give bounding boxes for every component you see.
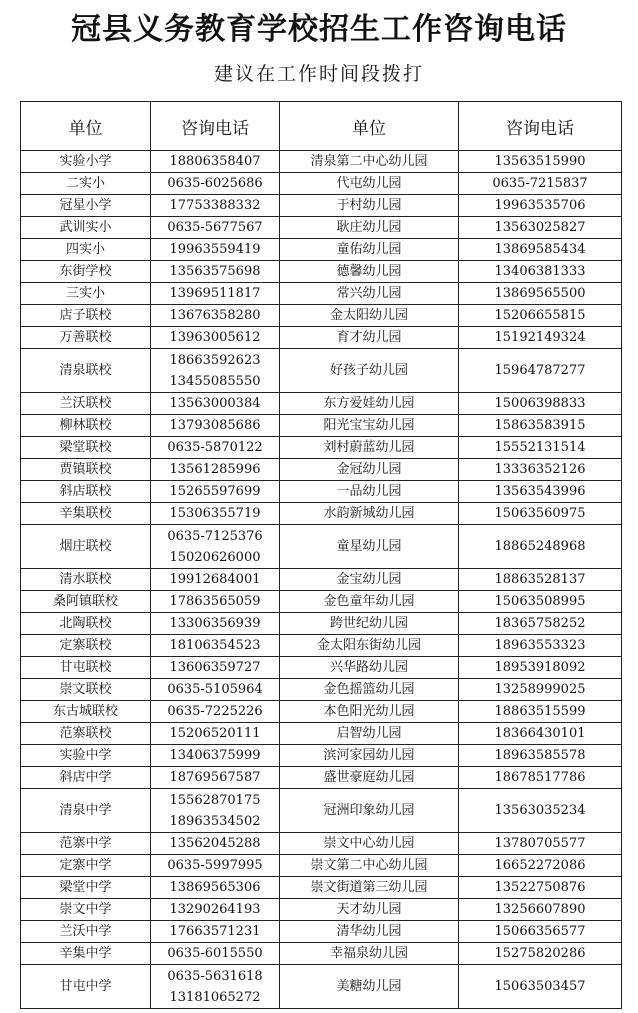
unit-name-cell: 桑阿镇联校 <box>21 591 151 613</box>
unit-name-cell: 定寨联校 <box>21 635 151 657</box>
phone-cell <box>151 305 280 327</box>
unit-name-cell: 阳光宝宝幼儿园 <box>280 415 459 437</box>
unit-name-cell: 范寨中学 <box>21 833 151 855</box>
phone-cell: 13869565500 <box>459 283 622 305</box>
table-row <box>21 877 622 899</box>
phone-cell <box>151 195 280 217</box>
unit-name-cell: 二实小 <box>21 173 151 195</box>
phone-cell: 15552131514 <box>459 437 622 459</box>
unit-name-cell: 辛集联校 <box>21 503 151 525</box>
unit-name-cell: 兰沃联校 <box>21 393 151 415</box>
unit-name-cell: 三实小 <box>21 283 151 305</box>
table-row <box>21 217 622 239</box>
unit-name-cell: 金色童年幼儿园 <box>280 591 459 613</box>
phone-cell: 15063508995 <box>459 591 622 613</box>
table-row <box>21 437 622 459</box>
table-row <box>21 723 622 745</box>
table-row <box>21 305 622 327</box>
phone-cell: 18953918092 <box>459 657 622 679</box>
phone-number: 19912684001 <box>169 572 261 587</box>
unit-name-cell: 滨河家园幼儿园 <box>280 745 459 767</box>
unit-name-cell: 东方爱娃幼儿园 <box>280 393 459 415</box>
phone-cell <box>151 679 280 701</box>
phone-number: 13290264193 <box>169 902 261 917</box>
unit-name-cell: 崇文街道第三幼儿园 <box>280 877 459 899</box>
phone-cell <box>151 767 280 789</box>
phone-cell: 18963585578 <box>459 745 622 767</box>
unit-name-cell: 耿庄幼儿园 <box>280 217 459 239</box>
phone-cell <box>151 855 280 877</box>
unit-name-cell: 金宝幼儿园 <box>280 569 459 591</box>
table-row <box>21 657 622 679</box>
table-row <box>21 965 622 1009</box>
unit-name-cell: 斜店联校 <box>21 481 151 503</box>
phone-cell: 0635-7215837 <box>459 173 622 195</box>
phone-number: 17863565059 <box>169 594 261 609</box>
phone-cell <box>151 525 280 569</box>
phone-cell: 15063560975 <box>459 503 622 525</box>
unit-name-cell: 童佑幼儿园 <box>280 239 459 261</box>
phone-cell <box>151 569 280 591</box>
unit-name-cell: 清水联校 <box>21 569 151 591</box>
phone-cell: 18863528137 <box>459 569 622 591</box>
unit-name-cell: 金太阳幼儿园 <box>280 305 459 327</box>
contact-table <box>20 101 622 1009</box>
table-row <box>21 789 622 833</box>
table-row <box>21 569 622 591</box>
phone-number: 0635-5105964 <box>167 682 263 697</box>
phone-number: 15020626000 <box>169 549 261 565</box>
phone-cell <box>151 459 280 481</box>
phone-cell: 15006398833 <box>459 393 622 415</box>
phone-number: 17753388332 <box>169 198 261 213</box>
phone-number: 18663592623 <box>169 352 261 368</box>
phone-cell: 13256607890 <box>459 899 622 921</box>
table-row <box>21 679 622 701</box>
unit-name-cell: 代屯幼儿园 <box>280 173 459 195</box>
unit-name-cell: 烟庄联校 <box>21 525 151 569</box>
table-row <box>21 833 622 855</box>
table-row <box>21 481 622 503</box>
phone-cell: 13336352126 <box>459 459 622 481</box>
phone-cell <box>151 635 280 657</box>
table-row <box>21 261 622 283</box>
phone-cell: 15066356577 <box>459 921 622 943</box>
phone-cell: 19963535706 <box>459 195 622 217</box>
phone-cell: 13406381333 <box>459 261 622 283</box>
phone-cell: 18365758252 <box>459 613 622 635</box>
phone-cell <box>151 965 280 1009</box>
phone-cell <box>151 745 280 767</box>
unit-name-cell: 美糖幼儿园 <box>280 965 459 1009</box>
phone-cell <box>151 349 280 393</box>
phone-number: 13563575698 <box>169 264 261 279</box>
unit-name-cell: 崇文中学 <box>21 899 151 921</box>
table-row <box>21 701 622 723</box>
phone-cell <box>151 723 280 745</box>
table-row <box>21 745 622 767</box>
unit-name-cell: 幸福泉幼儿园 <box>280 943 459 965</box>
phone-number: 13869565306 <box>169 880 261 895</box>
unit-name-cell: 东古城联校 <box>21 701 151 723</box>
unit-name-cell: 水韵新城幼儿园 <box>280 503 459 525</box>
phone-number: 18106354523 <box>169 638 261 653</box>
phone-number: 13676358280 <box>169 308 261 323</box>
unit-name-cell: 万善联校 <box>21 327 151 349</box>
phone-number: 18963534502 <box>169 813 261 829</box>
phone-number: 15265597699 <box>169 484 261 499</box>
table-row <box>21 349 622 393</box>
table-row <box>21 327 622 349</box>
phone-cell <box>151 789 280 833</box>
phone-number: 18769567587 <box>169 770 261 785</box>
unit-name-cell: 定寨中学 <box>21 855 151 877</box>
phone-number: 13562045288 <box>169 836 261 851</box>
table-header-row <box>21 102 622 151</box>
unit-name-cell: 冠洲印象幼儿园 <box>280 789 459 833</box>
phone-cell <box>151 151 280 173</box>
table-row <box>21 525 622 569</box>
table-row <box>21 591 622 613</box>
table-row <box>21 195 622 217</box>
table-row <box>21 393 622 415</box>
unit-name-cell: 崇文第二中心幼儿园 <box>280 855 459 877</box>
unit-name-cell: 崇文联校 <box>21 679 151 701</box>
phone-cell: 13563035234 <box>459 789 622 833</box>
phone-cell: 16652272086 <box>459 855 622 877</box>
phone-cell <box>151 437 280 459</box>
unit-name-cell: 金太阳东街幼儿园 <box>280 635 459 657</box>
table-row <box>21 283 622 305</box>
table-row <box>21 855 622 877</box>
table-row <box>21 767 622 789</box>
phone-number: 13406375999 <box>169 748 261 763</box>
phone-cell <box>151 481 280 503</box>
phone-number: 18806358407 <box>169 154 261 169</box>
unit-name-cell: 启智幼儿园 <box>280 723 459 745</box>
phone-cell <box>151 415 280 437</box>
phone-number: 0635-5631618 <box>167 968 263 984</box>
unit-name-cell: 育才幼儿园 <box>280 327 459 349</box>
unit-name-cell: 冠星小学 <box>21 195 151 217</box>
unit-name-cell: 清华幼儿园 <box>280 921 459 943</box>
phone-number: 13455085550 <box>169 373 261 389</box>
unit-name-cell: 甘屯中学 <box>21 965 151 1009</box>
table-row <box>21 239 622 261</box>
table-row <box>21 503 622 525</box>
phone-cell <box>151 503 280 525</box>
phone-cell: 13563543996 <box>459 481 622 503</box>
phone-number: 0635-5870122 <box>167 440 263 455</box>
phone-cell <box>151 899 280 921</box>
unit-name-cell: 好孩子幼儿园 <box>280 349 459 393</box>
unit-name-cell: 贾镇联校 <box>21 459 151 481</box>
phone-cell <box>151 657 280 679</box>
table-body <box>21 151 622 1009</box>
unit-name-cell: 梁堂联校 <box>21 437 151 459</box>
unit-name-cell: 天才幼儿园 <box>280 899 459 921</box>
phone-cell: 13563515990 <box>459 151 622 173</box>
unit-name-cell: 实验小学 <box>21 151 151 173</box>
unit-name-cell: 童星幼儿园 <box>280 525 459 569</box>
phone-number: 15306355719 <box>169 506 261 521</box>
phone-cell: 15192149324 <box>459 327 622 349</box>
header-unit-1: 单位 <box>21 102 151 151</box>
header-phone-2: 咨询电话 <box>459 102 622 151</box>
unit-name-cell: 常兴幼儿园 <box>280 283 459 305</box>
unit-name-cell: 武训实小 <box>21 217 151 239</box>
phone-cell: 15275820286 <box>459 943 622 965</box>
unit-name-cell: 崇文中心幼儿园 <box>280 833 459 855</box>
unit-name-cell: 兰沃中学 <box>21 921 151 943</box>
unit-name-cell: 兴华路幼儿园 <box>280 657 459 679</box>
table-row <box>21 943 622 965</box>
page-subtitle: 建议在工作时间段拨打 <box>213 63 424 85</box>
phone-number: 0635-6015550 <box>167 946 263 961</box>
phone-cell: 18366430101 <box>459 723 622 745</box>
unit-name-cell: 清泉第二中心幼儿园 <box>280 151 459 173</box>
unit-name-cell: 本色阳光幼儿园 <box>280 701 459 723</box>
header-phone-1: 咨询电话 <box>151 102 280 151</box>
phone-cell <box>151 591 280 613</box>
phone-number: 13963005612 <box>169 330 261 345</box>
phone-number: 13306356939 <box>169 616 261 631</box>
unit-name-cell: 范寨联校 <box>21 723 151 745</box>
unit-name-cell: 店子联校 <box>21 305 151 327</box>
phone-cell <box>151 393 280 415</box>
unit-name-cell: 北陶联校 <box>21 613 151 635</box>
phone-cell: 13258999025 <box>459 679 622 701</box>
phone-cell <box>151 613 280 635</box>
phone-number: 13563000384 <box>169 396 261 411</box>
table-row <box>21 899 622 921</box>
header-unit-2: 单位 <box>280 102 459 151</box>
phone-cell: 15964787277 <box>459 349 622 393</box>
phone-cell <box>151 261 280 283</box>
phone-cell: 13869585434 <box>459 239 622 261</box>
phone-cell: 18678517786 <box>459 767 622 789</box>
table-row <box>21 635 622 657</box>
phone-number: 0635-5997995 <box>167 858 263 873</box>
phone-cell: 15206655815 <box>459 305 622 327</box>
unit-name-cell: 盛世豪庭幼儿园 <box>280 767 459 789</box>
unit-name-cell: 斜店中学 <box>21 767 151 789</box>
unit-name-cell: 金冠幼儿园 <box>280 459 459 481</box>
unit-name-cell: 辛集中学 <box>21 943 151 965</box>
phone-number: 13181065272 <box>169 989 261 1005</box>
unit-name-cell: 一品幼儿园 <box>280 481 459 503</box>
unit-name-cell: 东街学校 <box>21 261 151 283</box>
phone-cell <box>151 701 280 723</box>
phone-cell: 15863583915 <box>459 415 622 437</box>
phone-cell: 15063503457 <box>459 965 622 1009</box>
phone-cell <box>151 921 280 943</box>
unit-name-cell: 跨世纪幼儿园 <box>280 613 459 635</box>
phone-cell <box>151 173 280 195</box>
phone-cell: 18863515599 <box>459 701 622 723</box>
unit-name-cell: 德馨幼儿园 <box>280 261 459 283</box>
unit-name-cell: 柳林联校 <box>21 415 151 437</box>
table-row <box>21 921 622 943</box>
phone-cell: 18963553323 <box>459 635 622 657</box>
phone-number: 13606359727 <box>169 660 261 675</box>
phone-cell <box>151 327 280 349</box>
phone-number: 0635-7125376 <box>167 528 263 544</box>
table-row <box>21 415 622 437</box>
phone-number: 13969511817 <box>169 286 261 301</box>
phone-cell: 13780705577 <box>459 833 622 855</box>
phone-cell: 13563025827 <box>459 217 622 239</box>
phone-cell <box>151 217 280 239</box>
table-row <box>21 459 622 481</box>
unit-name-cell: 金色摇篮幼儿园 <box>280 679 459 701</box>
phone-number: 19963559419 <box>169 242 261 257</box>
phone-cell: 13522750876 <box>459 877 622 899</box>
unit-name-cell: 甘屯联校 <box>21 657 151 679</box>
table-row <box>21 173 622 195</box>
phone-cell <box>151 833 280 855</box>
phone-number: 15562870175 <box>169 792 261 808</box>
phone-number: 0635-6025686 <box>167 176 263 191</box>
phone-cell <box>151 283 280 305</box>
page-title: 冠县义务教育学校招生工作咨询电话 <box>71 12 567 47</box>
phone-cell <box>151 239 280 261</box>
table-row <box>21 613 622 635</box>
unit-name-cell: 实验中学 <box>21 745 151 767</box>
phone-number: 0635-5677567 <box>167 220 263 235</box>
phone-number: 0635-7225226 <box>167 704 263 719</box>
phone-number: 17663571231 <box>169 924 261 939</box>
unit-name-cell: 清泉中学 <box>21 789 151 833</box>
phone-number: 15206520111 <box>169 726 261 741</box>
unit-name-cell: 刘村蔚蓝幼儿园 <box>280 437 459 459</box>
phone-cell: 18865248968 <box>459 525 622 569</box>
unit-name-cell: 四实小 <box>21 239 151 261</box>
table-row <box>21 151 622 173</box>
unit-name-cell: 梁堂中学 <box>21 877 151 899</box>
unit-name-cell: 清泉联校 <box>21 349 151 393</box>
phone-cell <box>151 943 280 965</box>
phone-cell <box>151 877 280 899</box>
phone-number: 13561285996 <box>169 462 261 477</box>
phone-number: 13793085686 <box>169 418 261 433</box>
unit-name-cell: 于村幼儿园 <box>280 195 459 217</box>
